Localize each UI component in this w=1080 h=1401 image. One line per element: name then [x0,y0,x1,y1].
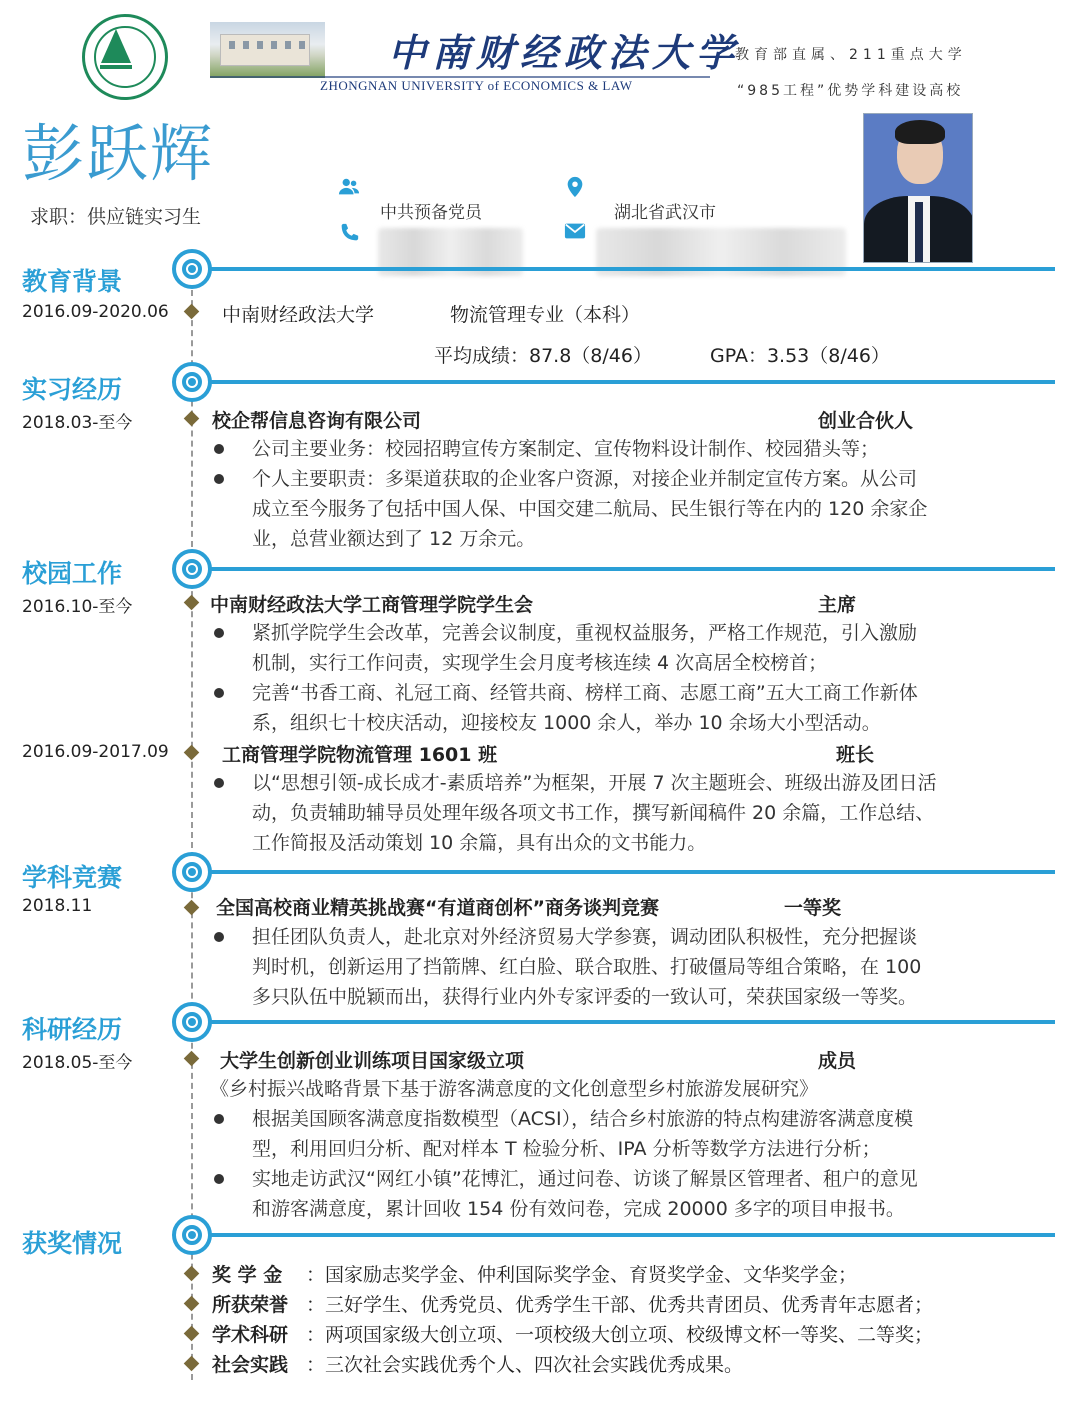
diamond-icon [184,1326,200,1342]
section-ring-icon [172,1002,212,1042]
section-bar [200,267,1055,271]
bullet-icon [214,1174,224,1184]
competition-title: 全国高校商业精英挑战赛“有道商创杯”商务谈判竞赛 [216,897,659,919]
university-name-cn: 中南财经政法大学 [388,30,741,75]
campus-role-1: 主席 [818,594,857,616]
internship-role: 创业合伙人 [818,410,914,432]
competition-date: 2018.11 [22,896,93,916]
section-title-campus: 校园工作 [22,559,123,588]
section-ring-icon [172,549,212,589]
bullet-icon [214,474,224,484]
award-value-2: ：三好学生、优秀党员、优秀学生干部、优秀共青团员、优秀青年志愿者； [306,1294,934,1316]
section-ring-icon [172,362,212,402]
section-bar [200,1020,1055,1024]
section-bar [200,870,1055,874]
section-title-education: 教育背景 [22,267,123,296]
university-seal-logo [82,14,168,100]
campus-bullet-2-line-2: 系，组织七十校庆活动，迎接校友 1000 余人，举办 10 余场大小型活动。 [252,712,881,734]
research-date: 2018.05-至今 [22,1053,133,1073]
campus-date-1: 2016.10-至今 [22,597,133,617]
bullet-icon [214,932,224,942]
section-bar [200,1233,1055,1237]
award-value-3: ：两项国家级大创立项、一项校级大创立项、校级博文杯一等奖、二等奖； [306,1324,934,1346]
campus-date-2: 2016.09-2017.09 [22,742,169,762]
section-ring-icon [172,1215,212,1255]
education-major: 物流管理专业（本科） [450,304,641,326]
diamond-icon [184,900,200,916]
section-bar [200,380,1055,384]
research-subtitle: 《乡村振兴战略背景下基于游客满意度的文化创意型乡村旅游发展研究》 [210,1078,819,1100]
internship-bullet-2-line-2: 成立至今服务了包括中国人保、中国交建二航局、民生银行等在内的 120 余家企 [252,498,928,520]
award-value-4: ：三次社会实践优秀个人、四次社会实践优秀成果。 [306,1354,744,1376]
campus-bullet-3-line-3: 工作简报及活动策划 10 余篇，具有出众的文书能力。 [252,832,707,854]
competition-bullet-line-1: 担任团队负责人，赴北京对外经济贸易大学参赛，调动团队积极性，充分把握谈 [252,926,918,948]
campus-bullet-2-line-1: 完善“书香工商、礼冠工商、经管共商、榜样工商、志愿工商”五大工商工作新体 [252,682,918,704]
university-name-en: ZHONGNAN UNIVERSITY of ECONOMICS & LAW [320,78,633,93]
phone-icon [338,222,360,244]
section-ring-icon [172,249,212,289]
competition-bullet-line-2: 判时机，创新运用了挡箭牌、红白脸、联合取胜、打破僵局等组合策略，在 100 [252,956,922,978]
job-objective: 求职：供应链实习生 [30,206,202,228]
section-title-competition: 学科竞赛 [22,863,123,892]
internship-bullet-2-line-1: 个人主要职责：多渠道获取的企业客户资源，对接企业并制定宣传方案。从公司 [252,468,918,490]
tagline-2: “985工程”优势学科建设高校 [737,83,964,99]
campus-bullet-1-line-1: 紧抓学院学生会改革，完善会议制度，重视权益服务，严格工作规范，引入激励 [252,622,918,644]
research-bullet-1-line-2: 型，利用回归分析、配对样本 T 检验分析、IPA 分析等数学方法进行分析； [252,1138,881,1160]
tagline-1: 教育部直属、211重点大学 [735,47,967,63]
section-title-internship: 实习经历 [22,375,123,404]
diamond-icon [184,304,200,320]
campus-role-2: 班长 [836,744,875,766]
location: 湖北省武汉市 [614,203,716,223]
education-date: 2016.09-2020.06 [22,302,169,322]
research-title: 大学生创新创业训练项目国家级立项 [220,1050,525,1072]
research-bullet-2-line-2: 和游客满意度，累计回收 154 份有效问卷，完成 20000 多字的项目申报书。 [252,1198,905,1220]
research-role: 成员 [818,1050,857,1072]
bullet-icon [214,628,224,638]
section-bar [200,567,1055,571]
bullet-icon [214,444,224,454]
award-key-2: 所获荣誉 [212,1294,289,1316]
research-bullet-1-line-1: 根据美国顾客满意度指数模型（ACSI），结合乡村旅游的特点构建游客满意度模 [252,1108,914,1130]
bullet-icon [214,1114,224,1124]
email-icon [564,220,586,242]
campus-bullet-3-line-2: 动，负责辅助辅导员处理年级各项文书工作，撰写新闻稿件 20 余篇，工作总结、 [252,802,935,824]
award-key-4: 社会实践 [212,1354,289,1376]
campus-org-1: 中南财经政法大学工商管理学院学生会 [210,594,534,616]
research-bullet-2-line-1: 实地走访武汉“网红小镇”花博汇，通过问卷、访谈了解景区管理者、租户的意见 [252,1168,918,1190]
internship-date: 2018.03-至今 [22,413,133,433]
internship-org: 校企帮信息咨询有限公司 [212,410,422,432]
section-title-research: 科研经历 [22,1015,123,1044]
competition-bullet-line-3: 多只队伍中脱颖而出，获得行业内外专家评委的一致认可，荣获国家级一等奖。 [252,986,918,1008]
section-ring-icon [172,852,212,892]
people-icon [338,176,360,198]
candidate-name: 彭跃辉 [22,117,215,190]
award-value-1: ：国家励志奖学金、仲利国际奖学金、育贤奖学金、文华奖学金； [306,1264,858,1286]
diamond-icon [184,1356,200,1372]
education-gpa: GPA：3.53（8/46） [710,345,890,367]
competition-prize: 一等奖 [784,897,842,919]
diamond-icon [184,745,200,761]
candidate-photo [863,113,973,263]
internship-bullet-2-line-3: 业，总营业额达到了 12 万余元。 [252,528,536,550]
campus-bullet-1-line-2: 机制，实行工作问责，实现学生会月度考核连续 4 次高居全校榜首； [252,652,828,674]
internship-bullet-1: 公司主要业务：校园招聘宣传方案制定、宣传物料设计制作、校园猎头等； [252,438,880,460]
campus-org-2: 工商管理学院物流管理 1601 班 [222,744,498,766]
campus-bullet-3-line-1: 以“思想引领-成长成才-素质培养”为框架，开展 7 次主题班会、班级出游及团日活 [252,772,937,794]
diamond-icon [184,595,200,611]
diamond-icon [184,1266,200,1282]
campus-photo [210,22,325,78]
bullet-icon [214,688,224,698]
location-pin-icon [564,176,586,198]
award-key-1: 奖 学 金 [212,1264,283,1286]
diamond-icon [184,1051,200,1067]
diamond-icon [184,1296,200,1312]
diamond-icon [184,411,200,427]
education-school: 中南财经政法大学 [222,304,375,326]
political-status: 中共预备党员 [380,203,482,223]
award-key-3: 学术科研 [212,1324,289,1346]
bullet-icon [214,778,224,788]
section-title-awards: 获奖情况 [22,1229,123,1258]
education-score: 平均成绩：87.8（8/46） [434,345,652,367]
